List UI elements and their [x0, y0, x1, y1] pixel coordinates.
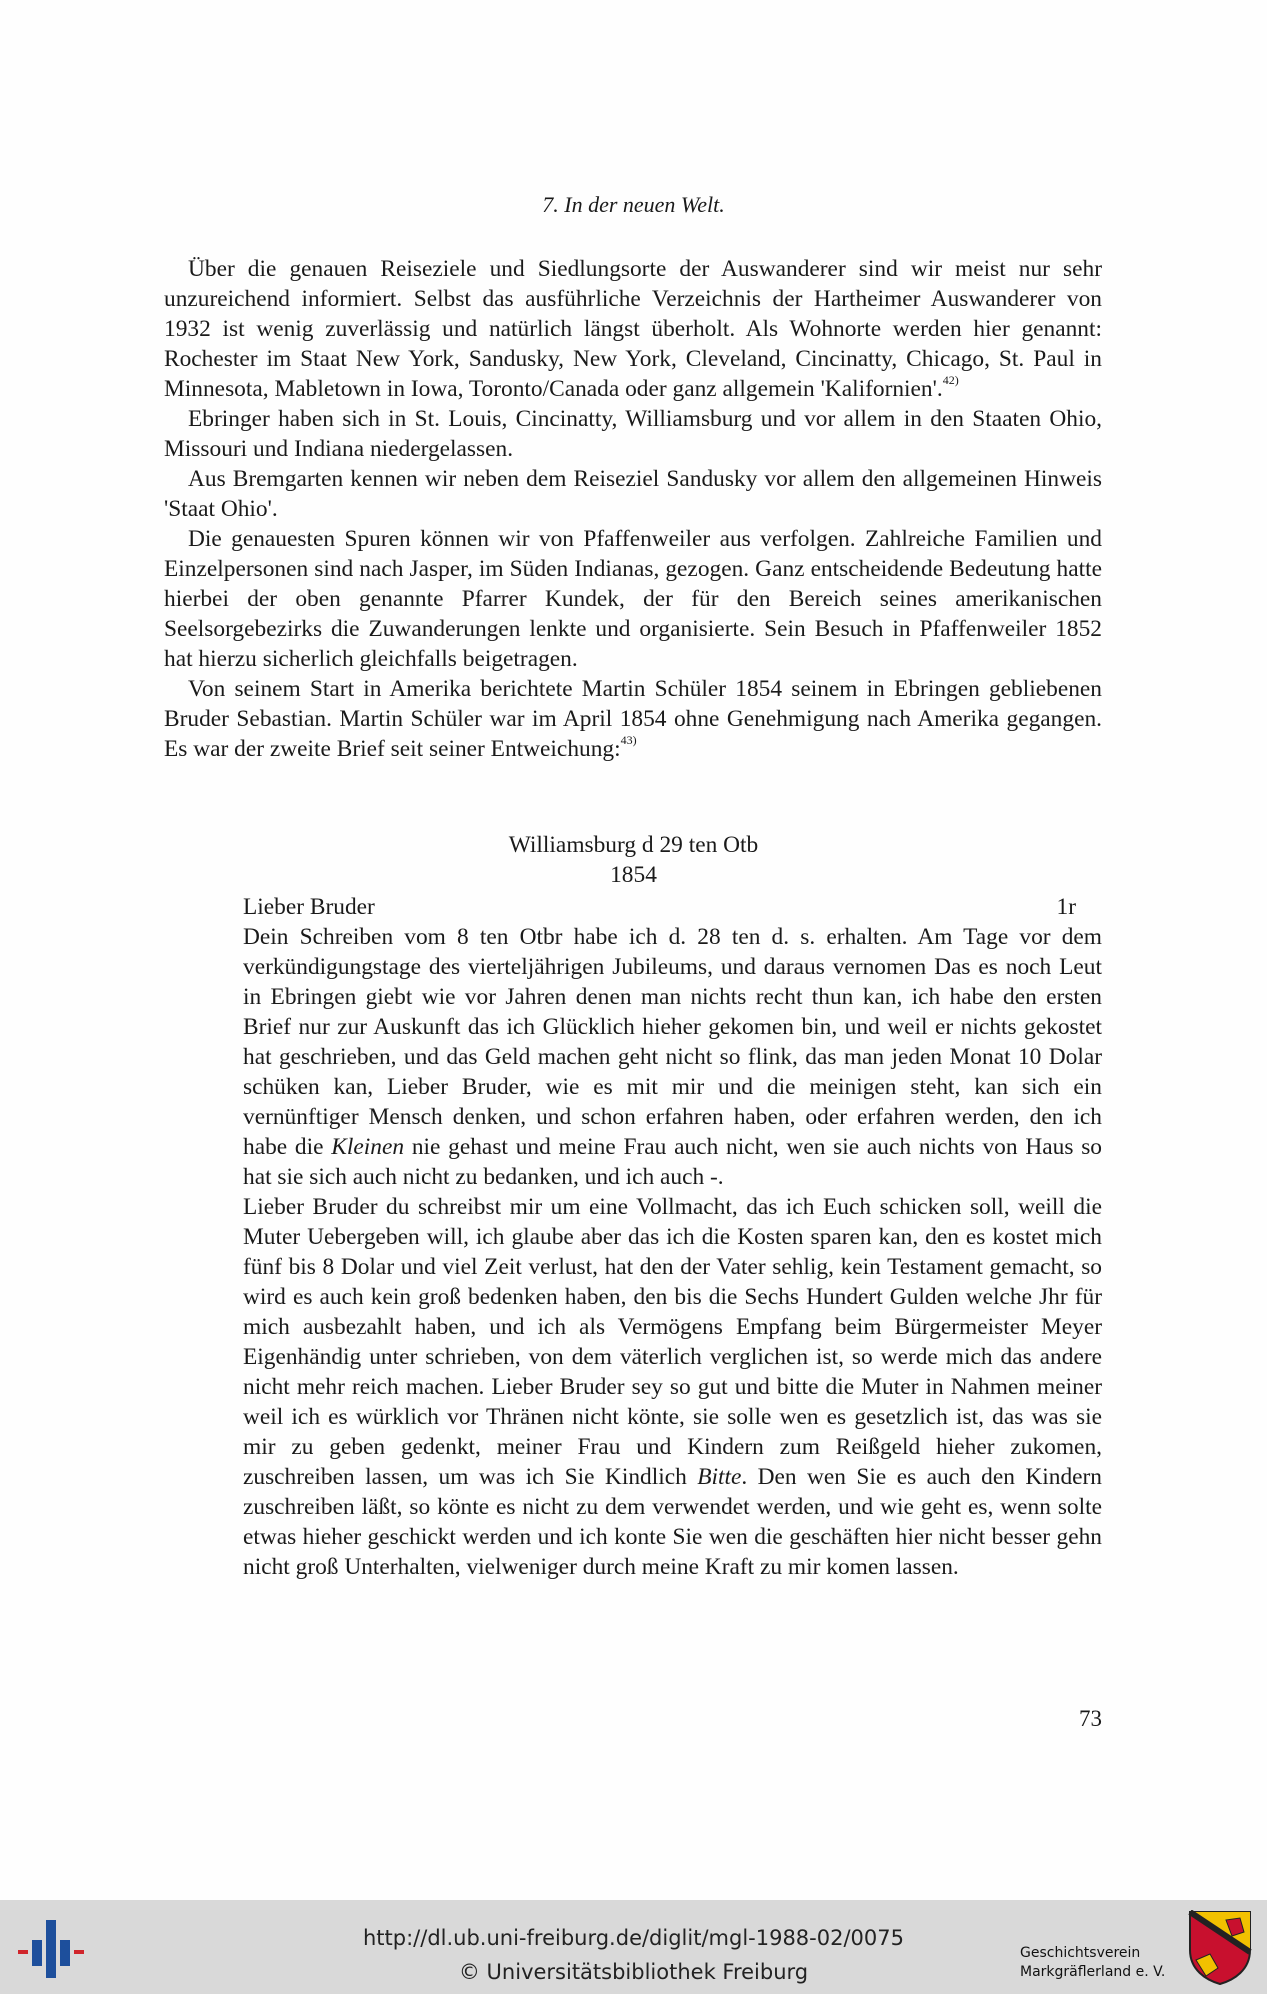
- section-heading: 7. In der neuen Welt.: [542, 192, 725, 217]
- library-footer: [0, 1900, 1267, 1994]
- letter-salutation: Lieber Bruder: [243, 894, 375, 920]
- page-number: 73: [1079, 1706, 1102, 1731]
- paragraph: Die genauesten Spuren können wir von Pfaffenweiler aus verfolgen. Zahlreiche Familien und Einzelpersonen sind nach Jasper, im Süden Indianas, gezogen. Ganz entscheidende Bedeutung hatte hierbei der oben genannte Pfarrer Kundek, der für den Bereich seines amerikanischen Seelsorgebezirks die Zuwanderungen lenkte und organisierte. Sein Besuch in Pfaffenweiler 1852 hat hierzu sicherlich gleichfalls beigetragen.: [164, 526, 1102, 672]
- letter-paragraph: Dein Schreiben vom 8 ten Otbr habe ich d. 28 ten d. s. erhalten. Am Tage vor dem verkündigungstage des vierteljährigen Jubileums, und daraus vernomen Das es noch Leut in Ebringen giebt wie vor Jahren denen man nichts recht thun kan, ich habe den ersten Brief nur zur Auskunft das ich Glücklich hieher gekomen bin, und weil er nichts gekostet hat geschrieben, und das Geld machen geht nicht so flink, das man jeden Monat 10 Dolar schüken kan, Lieber Bruder, wie es mit mir und die meinigen steht, kan sich ein vernünftiger Mensch denken, und schon erfahren haben, oder erfahren werden, den ich habe die Kleinen nie gehast und meine Frau auch nicht, wen sie auch nichts von Haus so hat sie sich auch nicht zu bedanken, und ich auch -.: [243, 924, 1102, 1190]
- emphasis: Kleinen: [331, 1134, 405, 1160]
- intro-text: [164, 254, 1102, 764]
- letter-paragraph: Lieber Bruder du schreibst mir um eine Vollmacht, das ich Euch schicken soll, weill die Muter Uebergeben will, ich glaube aber das ich die Kosten sparen kan, den es kostet mich fünf bis 8 Dolar und viel Zeit verlust, hat den der Vater sehlig, kein Testament gemacht, so wird es auch kein groß bedenken haben, den bis die Sechs Hundert Gulden welche Jhr für mich ausbezahlt haben, und ich als Vermögens Empfang beim Bürgermeister Meyer Eigenhändig unter schrieben, von dem väterlich verglichen ist, so werde mich das andere nicht mehr reich machen. Lieber Bruder sey so gut und bitte die Muter in Nahmen meiner weil ich es würklich vor Thränen nicht könte, sie solle wen es gesetzlich ist, das was sie mir zu geben gedenkt, meiner Frau und Kindern zum Reißgeld hieher zukomen, zuschreiben lassen, um was ich Sie Kindlich Bitte. Den wen Sie es auch den Kindern zuschreiben läßt, so könte es nicht zu dem verwendet werden, und wie geht es, wenn solte etwas hieher geschickt werden und ich konte Sie wen die geschäften hier nicht besser gehn nicht groß Unterhalten, vielweniger durch meine Kraft zu mir komen lassen.: [243, 1194, 1103, 1580]
- footnote-ref: 43): [620, 733, 637, 747]
- paragraph: Über die genauen Reiseziele und Siedlungsorte der Auswanderer sind wir meist nur sehr unzureichend informiert. Selbst das ausführliche Verzeichnis der Hartheimer Auswanderer von 1932 ist wenig zuverlässig und natürlich längst überholt. Als Wohnorte werden hier genannt: Rochester im Staat New York, Sandusky, New York, Cleveland, Cincinatty, Chicago, St. Paul in Minnesota, Mabletown in Iowa, Toronto/Canada oder ganz allgemein 'Kalifornien'.$^{42)}$: [164, 256, 1102, 402]
- copyright-notice: © Universitätsbibliothek Freiburg: [458, 1960, 809, 1984]
- letter-year: 1854: [610, 862, 657, 888]
- paragraph: Aus Bremgarten kennen wir neben dem Reiseziel Sandusky vor allem den allgemeinen Hinweis 'Staat Ohio'.: [164, 466, 1102, 522]
- publisher-name: Geschichtsverein Markgräflerland e. V.: [1020, 1945, 1166, 1980]
- letter-body: [243, 892, 1102, 1582]
- letter-folio: 1r: [1056, 894, 1076, 920]
- letter-salutation-row: [243, 892, 1102, 922]
- coat-of-arms-icon: [1188, 1910, 1252, 1986]
- letter-place-date: Williamsburg d 29 ten Otb: [508, 832, 759, 858]
- paragraph: Von seinem Start in Amerika berichtete Martin Schüler 1854 seinem in Ebringen gebliebenen Bruder Sebastian. Martin Schüler war im April 1854 ohne Genehmigung nach Amerika gegangen. Es war der zweite Brief seit seiner Entweichung:$^{43)}$: [164, 676, 1102, 762]
- footnote-ref: 42): [942, 373, 959, 387]
- paragraph: Ebringer haben sich in St. Louis, Cincinatty, Williamsburg und vor allem in den Staaten Ohio, Missouri und Indiana niedergelassen.: [164, 406, 1102, 462]
- emphasis: Bitte: [697, 1464, 742, 1490]
- permalink-url[interactable]: http://dl.ub.uni-freiburg.de/diglit/mgl-1988-02/0075: [362, 1926, 904, 1950]
